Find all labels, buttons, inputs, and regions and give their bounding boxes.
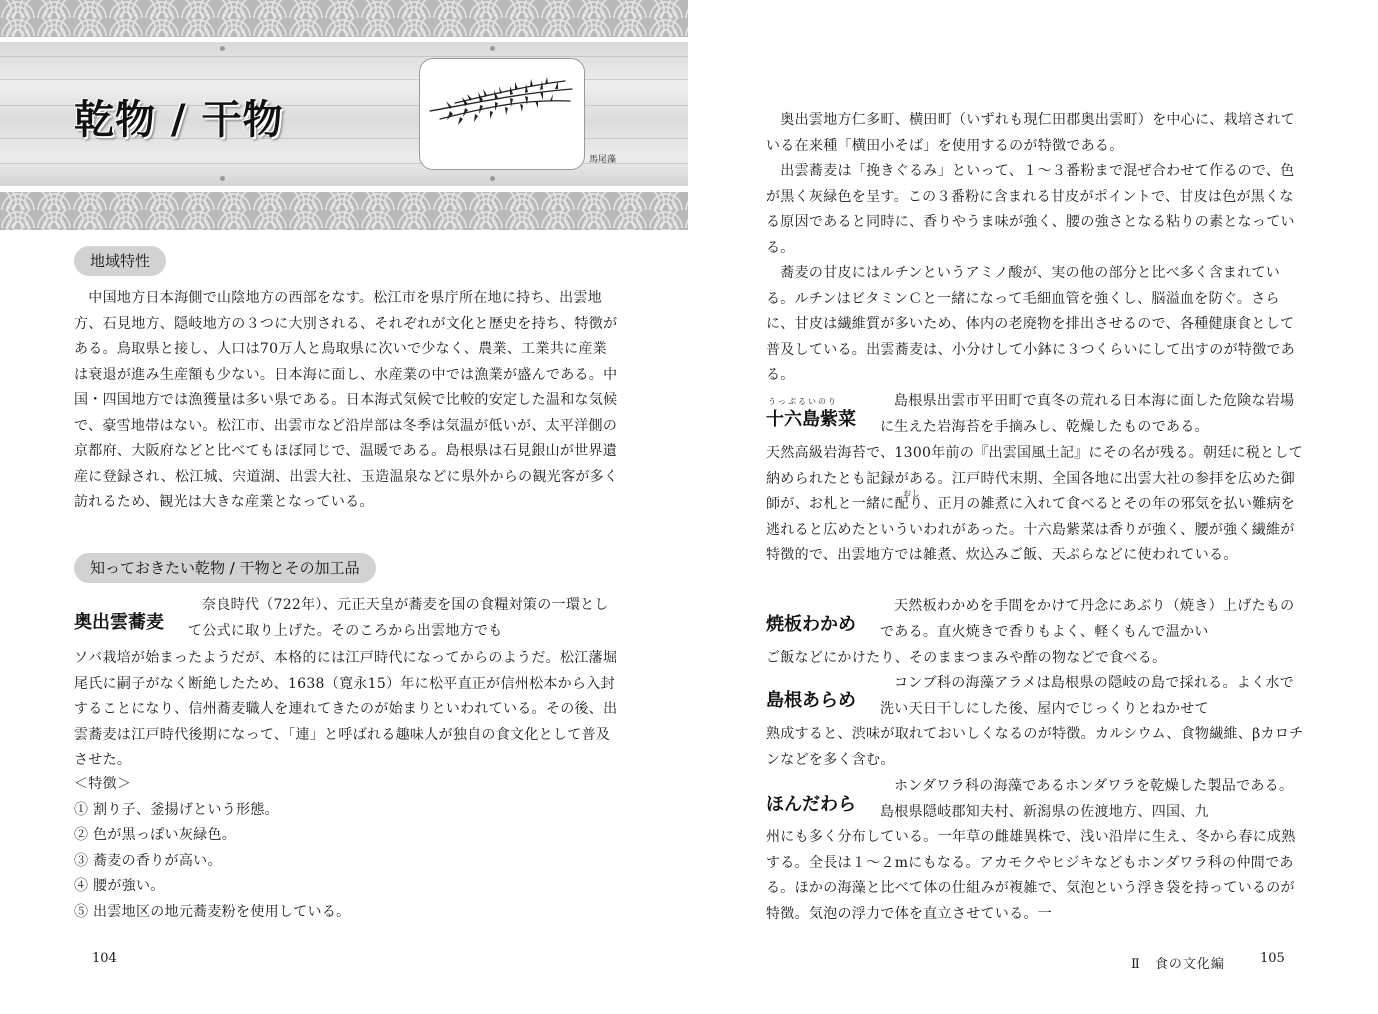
item-heading-hondawara: ほんだわら	[766, 794, 856, 815]
seaweed-icon	[420, 59, 586, 171]
running-head: Ⅱ 食の文化編	[1131, 957, 1225, 972]
arame-body-text: 熟成すると、渋味が取れておいしくなるのが特徴。カルシウム、食物繊維、βカロチンなどを多く含む。	[766, 726, 1304, 768]
hondawara-body-text: 州にも多く分布している。一年草の雌雄異株で、浅い沿岸に生え、冬から春に成熟する。全長は１～２mにもなる。アカモクやヒジキなどもホンダワラ科の仲間である。ほかの海藻と比べて体の仕組みが複雑で、気泡という浮き袋を持っているのが特徴。気泡の浮力で体を直立させている。一	[766, 829, 1296, 922]
seaweed-illustration	[419, 58, 585, 170]
seigaiha-pattern-top	[0, 0, 688, 37]
uppurui-ruby: うっぷるいのり	[768, 397, 838, 406]
arame-lead-text: コンブ科の海藻アラメは島根県の隠岐の島で採れる。よく水で洗い天日干しにした後、屋内でじっくりとねかせて	[880, 675, 1294, 717]
page-number-right: 105	[1260, 951, 1285, 966]
item-heading-yakiita-wakame: 焼板わかめ	[766, 614, 856, 635]
okuizumo-body-text: ソバ栽培が始まったようだが、本格的には江戸時代になってからのようだ。松江藩堀尾氏に嗣子がなく断絶したため、1638（寛永15）年に松平直正が信州松本から入封することになり、信州蕎麦職人を連れてきたのが始まりといわれている。その後、出雲蕎麦は江戸時代後期になって、「連」と呼ばれる趣味人が独自の食文化として普及させた。	[74, 650, 618, 768]
yakiita-lead-text: 天然板わかめを手間をかけて丹念にあぶり（焼き）上げたものである。直火焼きで香りもよく、軽くもんで温かい	[880, 598, 1295, 640]
section-heading-products: 知っておきたい乾物 / 干物とその加工品	[74, 553, 376, 583]
okuizumo-lead-text: 奈良時代（722年）、元正天皇が蕎麦を国の食糧対策の一環として公式に取り上げた。そのころから出雲地方でも	[188, 597, 609, 639]
oshi-ruby: おし	[903, 489, 921, 498]
item-heading-okuizumo-soba: 奥出雲蕎麦	[74, 612, 164, 633]
region-body-text: 中国地方日本海側で山陰地方の西部をなす。松江市を県庁所在地に持ち、出雲地方、石見地方、隠岐地方の３つに大別される、それぞれが文化と歴史を持ち、特徴がある。鳥取県と接し、人口は70万人と鳥取県に次いで少なく、農業、工業共に産業は衰退が進み生産額も少ない。日本海に面し、水産業の中では漁業が盛んである。中国・四国地方では漁獲量は多い県である。日本海式気候で比較的安定した温和な気候で、豪雪地帯はない。松江市、出雲市など沿岸部は冬季は気温が低いが、太平洋側の京都府、大阪府などと比べてもほぼ同じで、温暖である。島根県は石見銀山が世界遺産に登録され、松江城、宍道湖、出雲大社、玉造温泉などに県外からの観光客が多く訪れるため、観光は大きな産業となっている。	[74, 290, 619, 510]
yakiita-body-text: ご飯などにかけたり、そのままつまみや酢の物などで食べる。	[766, 650, 1167, 666]
soba-continued-text: 奥出雲地方仁多町、横田町（いずれも現仁田郡奥出雲町）を中心に、栽培されている在来種「横田小そば」を使用するのが特徴である。 出雲蕎麦は「挽きぐるみ」といって、１～３番粉まで混ぜ合わせて作るので、色が黒く灰緑色を呈す。この３番粉に含まれる甘皮がポイントで、甘皮は色が黒くなる原因であると同時に、香りやうま味が強く、腰の強さとなる粘りの素となっている。 蕎麦の甘皮にはルチンというアミノ酸が、実の他の部分と比べ多く含まれている。ルチンはビタミンＣと一緒になって毛細血管を強くし、脳溢血を防ぐ。さらに、甘皮は繊維質が多いため、体内の老廃物を排出させるので、各種健康食として普及している。出雲蕎麦は、小分けして小鉢に３つくらいにして出すのが特徴である。	[766, 112, 1296, 383]
section-heading-region: 地域特性	[74, 246, 166, 276]
feature-list-item: ② 色が黒っぽい灰緑色。	[74, 827, 237, 843]
feature-list-item: ⑤ 出雲地区の地元蕎麦粉を使用している。	[74, 904, 351, 920]
feature-list-item: ① 割り子、釜揚げという形態。	[74, 802, 279, 818]
illustration-caption: 馬尾藻	[589, 155, 617, 165]
features-heading: ＜特徴＞	[74, 776, 132, 792]
uppurui-body-text: 天然高級岩海苔で、1300年前の『出雲国風土記』にその名が残る。朝廷に税として納められたとも記録がある。江戸時代末期、全国各地に出雲大社の参拝を広めた御師が、お札と一緒に配り、正月の雑煮に入れて食べるとその年の邪気を払い難病を逃れると広めたといういわれがあった。十六島紫菜は香りが強く、腰が強く繊維が特徴的で、出雲地方では雑煮、炊込みご飯、天ぷらなどに使われている。	[766, 445, 1304, 563]
feature-list-item: ④ 腰が強い。	[74, 878, 165, 894]
uppurui-lead-text: 島根県出雲市平田町で真冬の荒れる日本海に面した危険な岩場に生えた岩海苔を手摘みし、乾燥したものである。	[880, 393, 1295, 435]
hondawara-lead-text: ホンダワラ科の海藻であるホンダワラを乾燥した製品である。島根県隠岐郡知夫村、新潟県の佐渡地方、四国、九	[880, 778, 1294, 820]
wave-pattern-top	[0, 0, 688, 37]
item-heading-shimane-arame: 島根あらめ	[766, 690, 856, 711]
wave-pattern-bottom	[0, 192, 688, 230]
page-title: 乾物 / 干物	[74, 97, 284, 143]
item-heading-uppurui-nori: 十六島紫菜	[766, 409, 856, 430]
page-number-left: 104	[92, 951, 117, 966]
seigaiha-pattern-bottom	[0, 192, 688, 230]
feature-list-item: ③ 蕎麦の香りが高い。	[74, 853, 222, 869]
